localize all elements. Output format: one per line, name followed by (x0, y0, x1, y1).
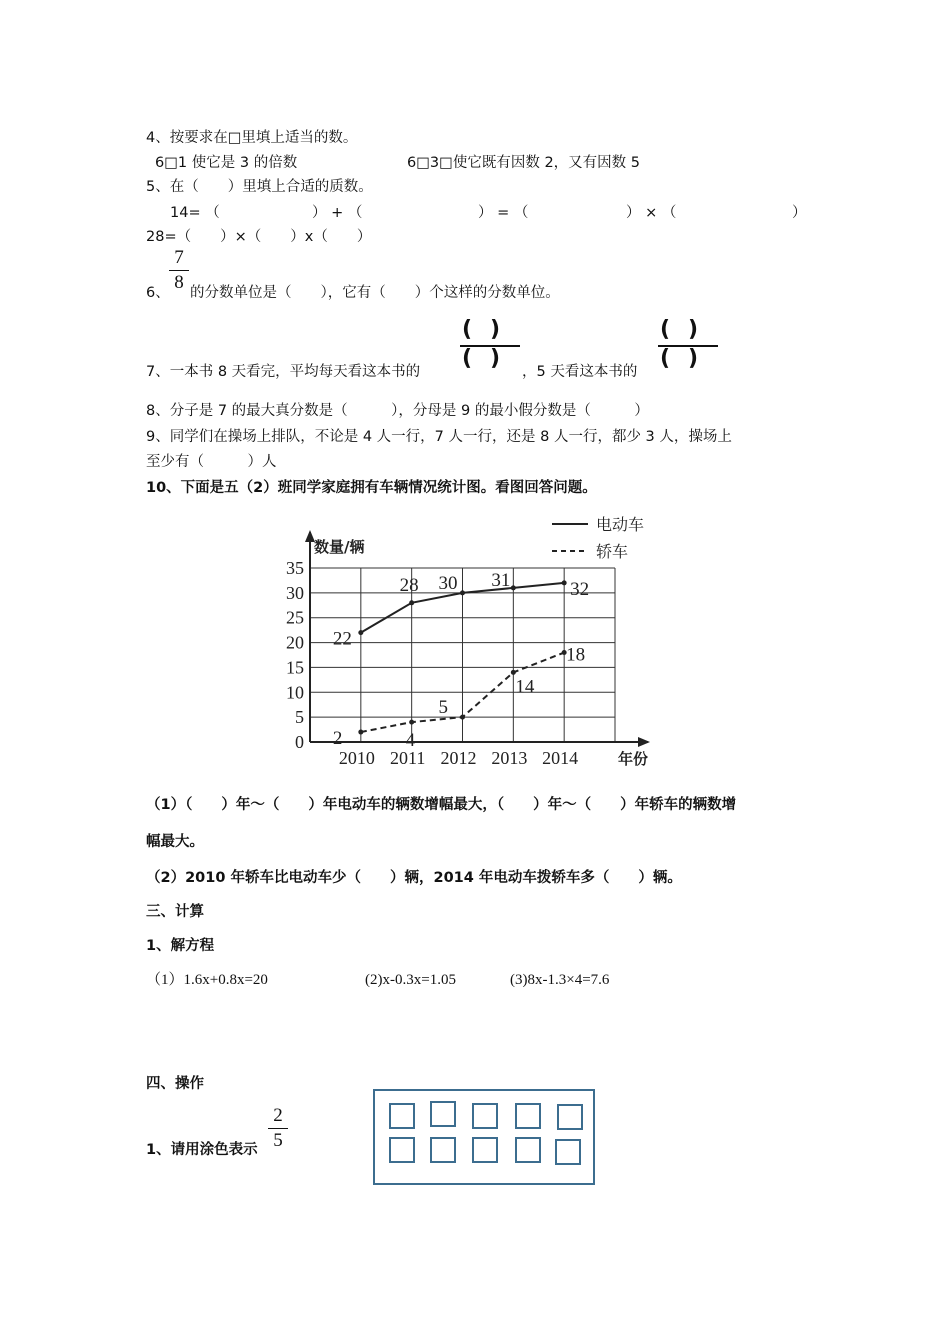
grid-cell[interactable] (557, 1104, 583, 1130)
grid-cell[interactable] (472, 1137, 498, 1163)
section4-frac-den: 5 (273, 1130, 283, 1151)
q5-row1-op2: ） = （ (478, 205, 529, 221)
line-chart (280, 510, 700, 780)
section3-q1-title: 1、解方程 (146, 938, 215, 954)
data-label: 18 (566, 644, 586, 666)
x-tick-label: 2011 (389, 748, 426, 768)
q5-row1-op1: ） + （ (312, 205, 363, 221)
ebike-point (511, 585, 516, 590)
fraction-bar (169, 270, 189, 271)
equation-3: (3)8x-1.3×4=7.6 (510, 972, 610, 988)
grid-cell[interactable] (430, 1137, 456, 1163)
ebike-point (460, 590, 465, 595)
q10-sub2: （2）2010 年轿车比电动车少（ ）辆，2014 年电动车拨轿车多（ ）辆。 (146, 870, 682, 886)
q5-row1-close: ） (792, 205, 807, 221)
q6-prefix: 6、 (146, 285, 170, 301)
x-tick-label: 2010 (338, 748, 375, 768)
q10-sub1-line1: （1）（ ）年～（ ）年电动车的辆数增幅最大，（ ）年～（ ）年轿车的辆数增 (146, 797, 737, 813)
equation-1: （1）1.6x+0.8x=20 (146, 972, 268, 988)
section4-frac-num: 2 (273, 1105, 283, 1126)
sedan-point (511, 670, 516, 675)
y-axis-title: 数量/辆 (314, 538, 365, 556)
sedan-point (409, 720, 414, 725)
q4-part-a: 6□1 使它是 3 的倍数 (155, 155, 298, 171)
y-tick-label: 25 (286, 607, 304, 628)
q7-blank-numerator-2: () (659, 317, 717, 342)
data-label: 2 (332, 728, 343, 750)
legend-label: 电动车 (596, 515, 645, 534)
q7-blank-numerator-1: () (461, 317, 519, 342)
fraction-bar (268, 1128, 288, 1129)
grid-cell[interactable] (472, 1103, 498, 1129)
q7-blank-fraction-2 (658, 317, 718, 372)
q5-row1-op3: ） × （ (626, 205, 677, 221)
chart-legend (552, 515, 644, 561)
chart-axes (305, 530, 650, 750)
x-tick-label: 2014 (542, 748, 579, 768)
data-label: 31 (491, 569, 511, 591)
equation-2: (2)x-0.3x=1.05 (365, 972, 456, 988)
data-label: 22 (332, 628, 352, 650)
y-tick-label: 10 (286, 682, 304, 703)
section4-q1-text: 1、请用涂色表示 (146, 1142, 258, 1158)
ebike-point (562, 580, 567, 585)
grid-cell[interactable] (389, 1137, 415, 1163)
y-tick-label: 0 (295, 732, 304, 752)
q7-text-b: ，5 天看这本书的 (522, 364, 638, 380)
q6-fraction (169, 248, 189, 293)
grid-cell[interactable] (389, 1103, 415, 1129)
q8-text: 8、分子是 7 的最大真分数是（ ），分母是 9 的最小假分数是（ ） (146, 403, 649, 419)
data-label: 32 (570, 578, 590, 600)
data-label: 5 (438, 697, 448, 719)
grid-cell[interactable] (555, 1139, 581, 1165)
y-tick-label: 15 (286, 657, 304, 678)
q5-row2: 28=（ ）×（ ）x（ ） (146, 229, 372, 245)
q7-blank-denominator-2: () (659, 346, 717, 371)
q6-frac-den: 8 (174, 272, 184, 293)
q7-text-a: 7、一本书 8 天看完，平均每天看这本书的 (146, 364, 421, 380)
x-tick-label: 2012 (440, 748, 477, 768)
q10-title: 10、下面是五（2）班同学家庭拥有车辆情况统计图。看图回答问题。 (146, 480, 597, 496)
q6-text: 的分数单位是（ ），它有（ ）个这样的分数单位。 (190, 285, 560, 301)
q5-title: 5、在（ ）里填上合适的质数。 (146, 179, 373, 195)
ebike-point (409, 600, 414, 605)
data-label: 30 (438, 572, 458, 594)
q6-frac-num: 7 (174, 247, 184, 268)
y-tick-label: 35 (286, 558, 304, 578)
q7-blank-denominator-1: () (461, 346, 519, 371)
section3-title: 三、计算 (146, 904, 204, 920)
coloring-grid (373, 1089, 595, 1185)
q9-line2: 至少有（ ）人 (146, 454, 277, 470)
section4-title: 四、操作 (146, 1076, 204, 1092)
grid-cell[interactable] (430, 1101, 456, 1127)
chart-labels (333, 570, 589, 751)
q4-title: 4、按要求在□里填上适当的数。 (146, 130, 358, 146)
y-tick-label: 5 (295, 707, 304, 728)
sedan-point (460, 715, 465, 720)
grid-cell[interactable] (515, 1137, 541, 1163)
data-label: 4 (405, 730, 416, 752)
q4-part-b: 6□3□使它既有因数 2，又有因数 5 (407, 155, 641, 171)
section4-fraction (268, 1106, 288, 1151)
sedan-point (358, 730, 363, 735)
q10-sub1-line2: 幅最大。 (146, 834, 204, 850)
data-label: 14 (515, 676, 535, 698)
q9-line1: 9、同学们在操场上排队，不论是 4 人一行，7 人一行，还是 8 人一行，都少 3 人，操场上 (146, 429, 732, 445)
x-axis-title: 年份 (618, 750, 649, 768)
q5-row1-prefix: 14= （ (170, 205, 220, 221)
y-tick-label: 30 (286, 582, 304, 603)
q7-blank-fraction-1 (460, 317, 520, 372)
y-tick-label: 20 (286, 632, 304, 653)
ebike-point (358, 630, 363, 635)
x-tick-label: 2013 (491, 748, 528, 768)
x-axis-arrow (638, 737, 650, 747)
data-label: 28 (399, 574, 419, 596)
legend-label: 轿车 (596, 542, 629, 561)
grid-cell[interactable] (515, 1103, 541, 1129)
